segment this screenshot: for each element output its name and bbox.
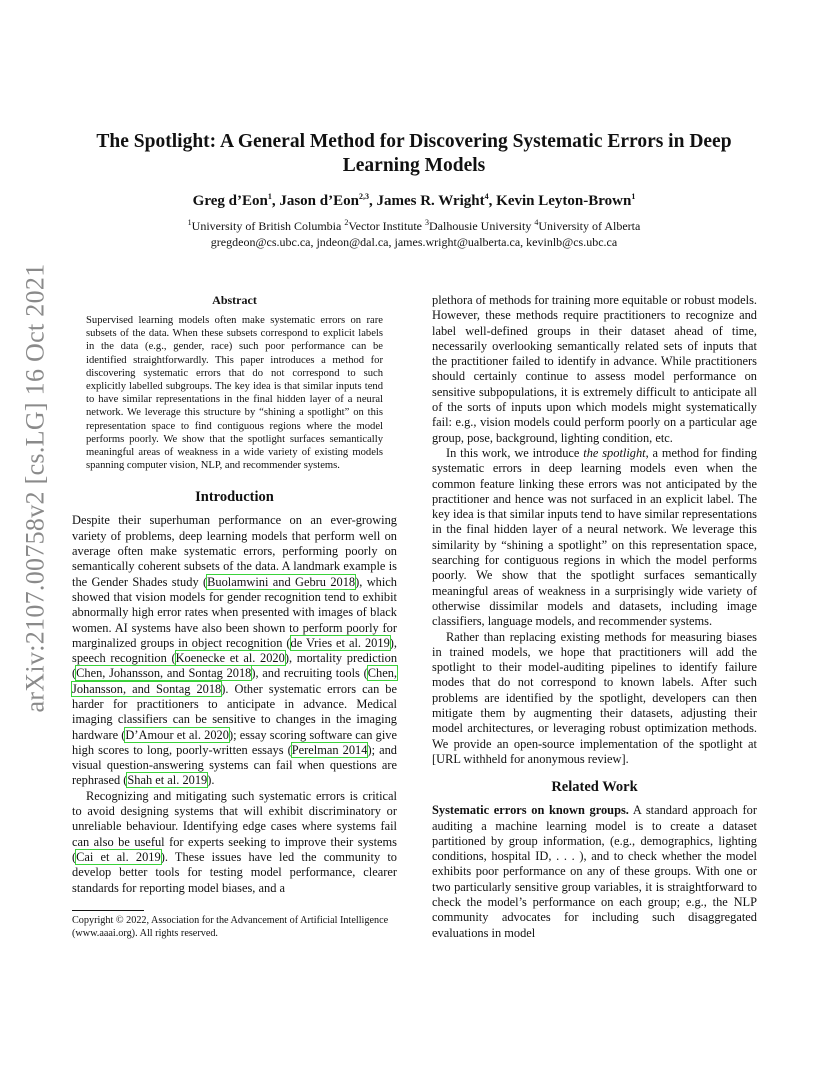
affiliation-marker: 1 <box>187 218 192 227</box>
author-affiliation-marker: 2,3 <box>358 192 369 201</box>
affiliation-name: University of British Columbia <box>191 219 345 233</box>
paragraph-text: Recognizing and mitigating such systematic errors is critical to avoid designing systems that will exhibit discriminatory or unreliable behaviour. Identifying edge cases where systems fail can also be useful for experts seeking to improve their systems ( <box>72 788 397 864</box>
paper-title: The Spotlight: A General Method for Discovering Systematic Errors in Deep Learning Models <box>96 131 732 176</box>
paragraph-text: ), speech recognition ( <box>72 635 397 666</box>
citation-link[interactable]: Shah et al. 2019 <box>127 773 208 788</box>
copyright-block <box>72 910 397 940</box>
citation-link[interactable]: Chen, Johansson, and Sontag 2018 <box>72 666 397 696</box>
related-work-heading: Related Work <box>551 779 638 796</box>
author-name: Jason d’Eon <box>279 193 359 209</box>
paragraph-text: ), mortality prediction ( <box>72 651 398 681</box>
citation-link[interactable]: de Vries et al. 2019 <box>290 635 390 650</box>
paragraph-text: ), and recruiting tools ( <box>251 666 368 681</box>
intro-paragraph-1 <box>72 513 397 788</box>
citation-link[interactable]: Buolamwini and Gebru 2018 <box>207 574 356 589</box>
paragraph-text: ); essay scoring software can give high scores to long, poorly-written essays ( <box>72 727 397 757</box>
paragraph-text: ). <box>207 773 215 788</box>
paragraph-text: ). These issues have led the community to develop better tools for testing model performance, clearer standards for reporting model biases, and a <box>72 849 397 895</box>
affiliation-name: University of Alberta <box>538 219 641 233</box>
citation-link[interactable]: Cai et al. 2019 <box>76 849 161 864</box>
paragraph-text: ); and visual question-answering systems can fail when questions are rephrased ( <box>72 742 398 788</box>
paragraph-text: ), which showed that vision models for gender recognition tend to exhibit abnormally high error rates when presented with images of black women. AI systems have also been shown to perform poorly for marginalized groups in object recognition ( <box>72 574 397 650</box>
author-affiliation-marker: 1 <box>267 192 272 201</box>
author-emails: gregdeon@cs.ubc.ca, jndeon@dal.ca, james.wright@ualberta.ca, kevinlb@cs.ubc.ca <box>210 235 618 249</box>
affiliation-list <box>90 218 738 234</box>
footnote-rule <box>72 910 144 911</box>
author-list: Greg d’Eon$^1$, Jason d’Eon$^{2,3}$, James R. Wright$^4$, Kevin Leyton-Brown$^1$ <box>192 192 636 209</box>
author-affiliation-marker: 4 <box>484 192 489 201</box>
affiliation-marker: 3 <box>425 218 429 227</box>
affiliation-name: Dalhousie University <box>429 219 535 233</box>
paragraph-text: Despite their superhuman performance on an ever-growing variety of problems, deep learning models that perform well on average often make systematic errors, performing poorly on semantically coherent subsets of the data. A landmark example is the Gender Shades study ( <box>72 513 397 589</box>
copyright-notice: Copyright © 2022, Association for the Advancement of Artificial Intelligence (www.aaai.org). All rights reserved. <box>72 914 389 939</box>
citation-link[interactable]: D’Amour et al. 2020 <box>125 727 229 742</box>
abstract-text: Supervised learning models often make systematic errors on rare subsets of the data. When these subsets correspond to explicit labels in the data (e.g., gender, race) such poor performance can be identified straightforwardly. This paper introduces a method for discovering systematic errors that do not correspond to such explicitly labelled subgroups. The key idea is that similar inputs tend to have similar representations in the final hidden layer of a neural network. We leverage this structure by “shining a spotlight” on this representation space to find contiguous regions where the model performs poorly. We show that the spotlight surfaces semantically meaningful areas of weakness in a wide variety of existing models spanning computer vision, NLP, and recommender systems. <box>86 315 383 472</box>
author-name: Kevin Leyton-Brown <box>496 193 632 209</box>
left-column <box>72 293 397 940</box>
intro-paragraph-3: plethora of methods for training more equitable or robust models. However, these methods require practitioners to recognize and label well-defined groups in their dataset ahead of time, necessarily overlooking semantically related sets of inputs that the practitioner failed to identify in advance. While practitioners should certainly continue to assess model performance on sensitive subpopulations, it is extremely difficult to anticipate all of the sorts of inputs upon which models might systematically fail: e.g., vision models could perform poorly on a particular age group, pose, background, lighting condition, etc. <box>432 293 757 445</box>
paragraph-text: ). Other systematic errors can be harder for practitioners to anticipate in advance. Medical imaging classifiers can be sensitive to changes in the imaging hardware ( <box>72 681 397 742</box>
right-column <box>432 293 757 941</box>
abstract-heading: Abstract <box>212 293 257 307</box>
author-name: Greg d’Eon <box>192 193 268 209</box>
affiliation-marker: 4 <box>534 218 539 227</box>
intro-paragraph-2 <box>72 789 397 896</box>
author-affiliation-marker: 1 <box>631 192 636 201</box>
method-name: the spotlight <box>583 445 646 460</box>
affiliations-block <box>90 218 738 250</box>
intro-paragraph-4: In this work, we introduce the spotlight, a method for finding systematic errors in deep learning models even when the common feature linking these errors was not anticipated by the practitioner and hence was not surfaced in an explicit label. The key idea is that similar inputs tend to have similar representations in the final hidden layer of a neural network. We leverage this similarity by “shining a spotlight” on this representation space, searching for contiguous regions in which the model performs poorly. We show that the spotlight surfaces semantically meaningful areas of weakness in a surprisingly wide variety of otherwise dissimilar models and datasets, including image classifiers, language models, and recommender systems. <box>432 445 757 629</box>
author-name: James R. Wright <box>376 193 485 209</box>
arxiv-identifier: arXiv:2107.00758v2 [cs.LG] 16 Oct 2021 <box>20 263 49 712</box>
citation-link[interactable]: Koenecke et al. 2020 <box>175 651 285 666</box>
citation-link[interactable]: Chen, Johansson, and Sontag 2018 <box>76 666 252 681</box>
affiliation-name: Vector Institute <box>348 219 425 233</box>
related-work-paragraph: Systematic errors on known groups. A standard approach for auditing a machine learning model is to create a dataset partitioned by group information, (e.g., demographics, lighting conditions, hospital ID, . . . ), and to check whether the model exhibits poor performance on any of these groups. With one or two particularly sensitive group variables, it is straightforward to check the model’s performance on each group; e.g., the NLP community advocates for including such disaggregated evaluations in model <box>432 803 757 940</box>
affiliation-marker: 2 <box>344 218 349 227</box>
paragraph-heading: Systematic errors on known groups. <box>432 803 629 818</box>
intro-paragraph-5: Rather than replacing existing methods for measuring biases in trained models, we hope that practitioners will add the spotlight to their model-auditing pipelines to identify failure modes that do not correspond to known labels. After such problems are identified by the spotlight, developers can then mitigate them by augmenting their datasets, adjusting their model architectures, or leveraging robust optimization methods. We provide an open-source implementation of the spotlight at [URL withheld for anonymous review]. <box>432 629 757 766</box>
introduction-heading: Introduction <box>195 489 274 506</box>
citation-link[interactable]: Perelman 2014 <box>291 742 368 757</box>
